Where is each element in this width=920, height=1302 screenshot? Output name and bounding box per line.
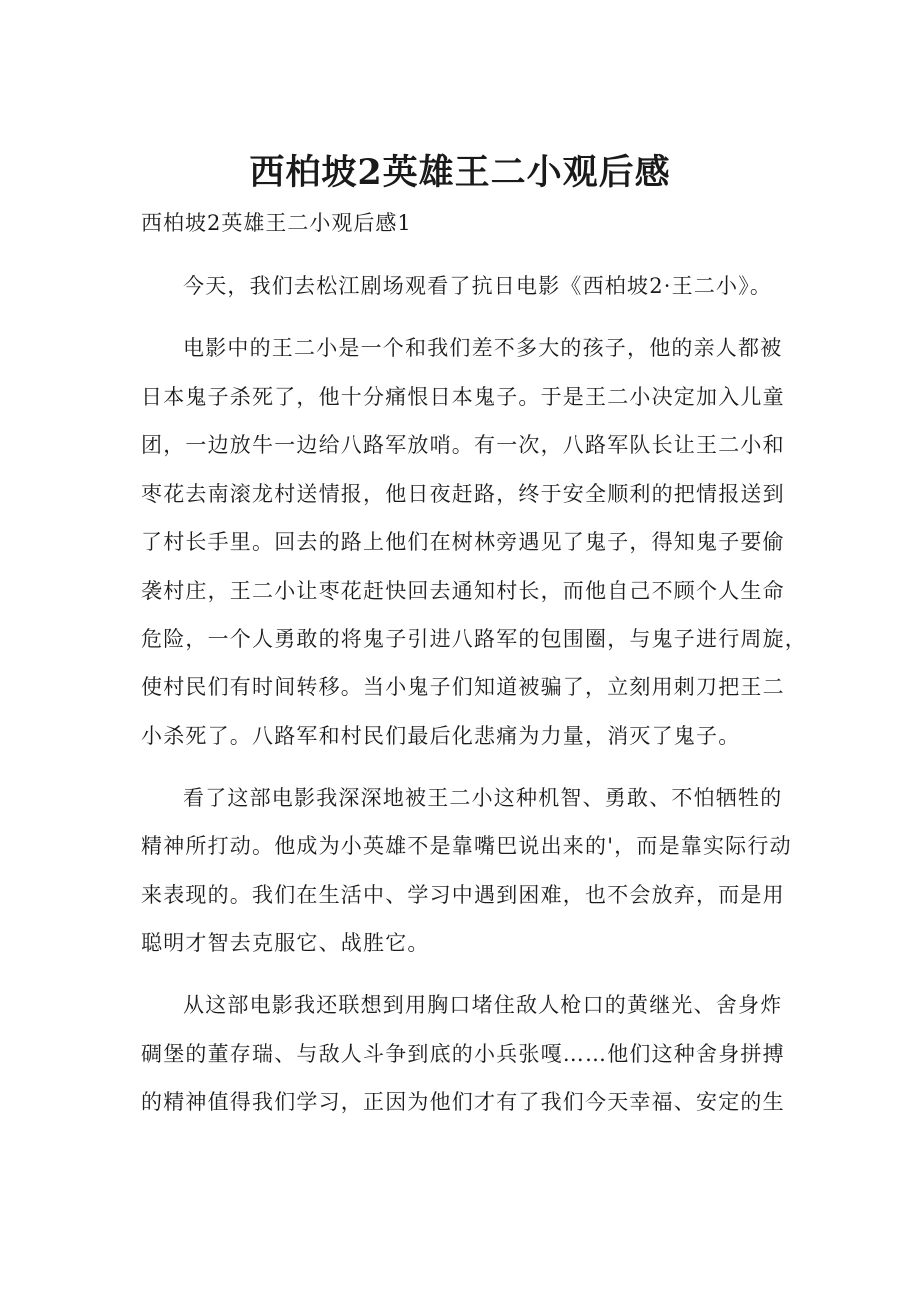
paragraph-3-line-1: 看了这部电影我深深地被王二小这种机智、勇敢、不怕牺牲的: [183, 786, 783, 810]
paragraph-2-line-1: 电影中的王二小是一个和我们差不多大的孩子，他的亲人都被: [183, 336, 783, 360]
paragraph-4-line-3: 的精神值得我们学习，正因为他们才有了我们今天幸福、安定的生: [141, 1090, 785, 1114]
paragraph-2-line-6: 袭村庄，王二小让枣花赶快回去通知村长，而他自己不顾个人生命: [141, 579, 785, 603]
paragraph-1-line-1: 今天，我们去松江剧场观看了抗日电影《西柏坡2·王二小》。: [183, 274, 773, 298]
paragraph-2-line-2: 日本鬼子杀死了，他十分痛恨日本鬼子。于是王二小决定加入儿童: [141, 385, 785, 409]
paragraph-3-line-3: 来表现的。我们在生活中、学习中遇到困难，也不会放弃，而是用: [141, 883, 785, 907]
paragraph-2-line-8: 使村民们有时间转移。当小鬼子们知道被骗了，立刻用刺刀把王二: [141, 675, 785, 699]
paragraph-2-line-4: 枣花去南滚龙村送情报，他日夜赶路，终于安全顺利的把情报送到: [141, 482, 785, 506]
paragraph-2-line-3: 团，一边放牛一边给八路军放哨。有一次，八路军队长让王二小和: [141, 433, 785, 457]
paragraph-2-line-9: 小杀死了。八路军和村民们最后化悲痛为力量，消灭了鬼子。: [141, 724, 741, 748]
paragraph-4-line-2: 碉堡的董存瑞、与敌人斗争到底的小兵张嘎……他们这种舍身拼搏: [141, 1042, 785, 1066]
document-subtitle: 西柏坡2英雄王二小观后感1: [141, 211, 412, 235]
paragraph-2-line-7: 危险，一个人勇敢的将鬼子引进八路军的包围圈，与鬼子进行周旋，: [141, 627, 807, 651]
document-title: 西柏坡2英雄王二小观后感: [249, 152, 671, 193]
paragraph-3-line-2: 精神所打动。他成为小英雄不是靠嘴巴说出来的'，而是靠实际行动: [141, 834, 792, 858]
paragraph-3-line-4: 聪明才智去克服它、战胜它。: [141, 931, 430, 955]
paragraph-2-line-5: 了村长手里。回去的路上他们在树林旁遇见了鬼子，得知鬼子要偷: [141, 530, 785, 554]
paragraph-4-line-1: 从这部电影我还联想到用胸口堵住敌人枪口的黄继光、舍身炸: [183, 993, 783, 1017]
